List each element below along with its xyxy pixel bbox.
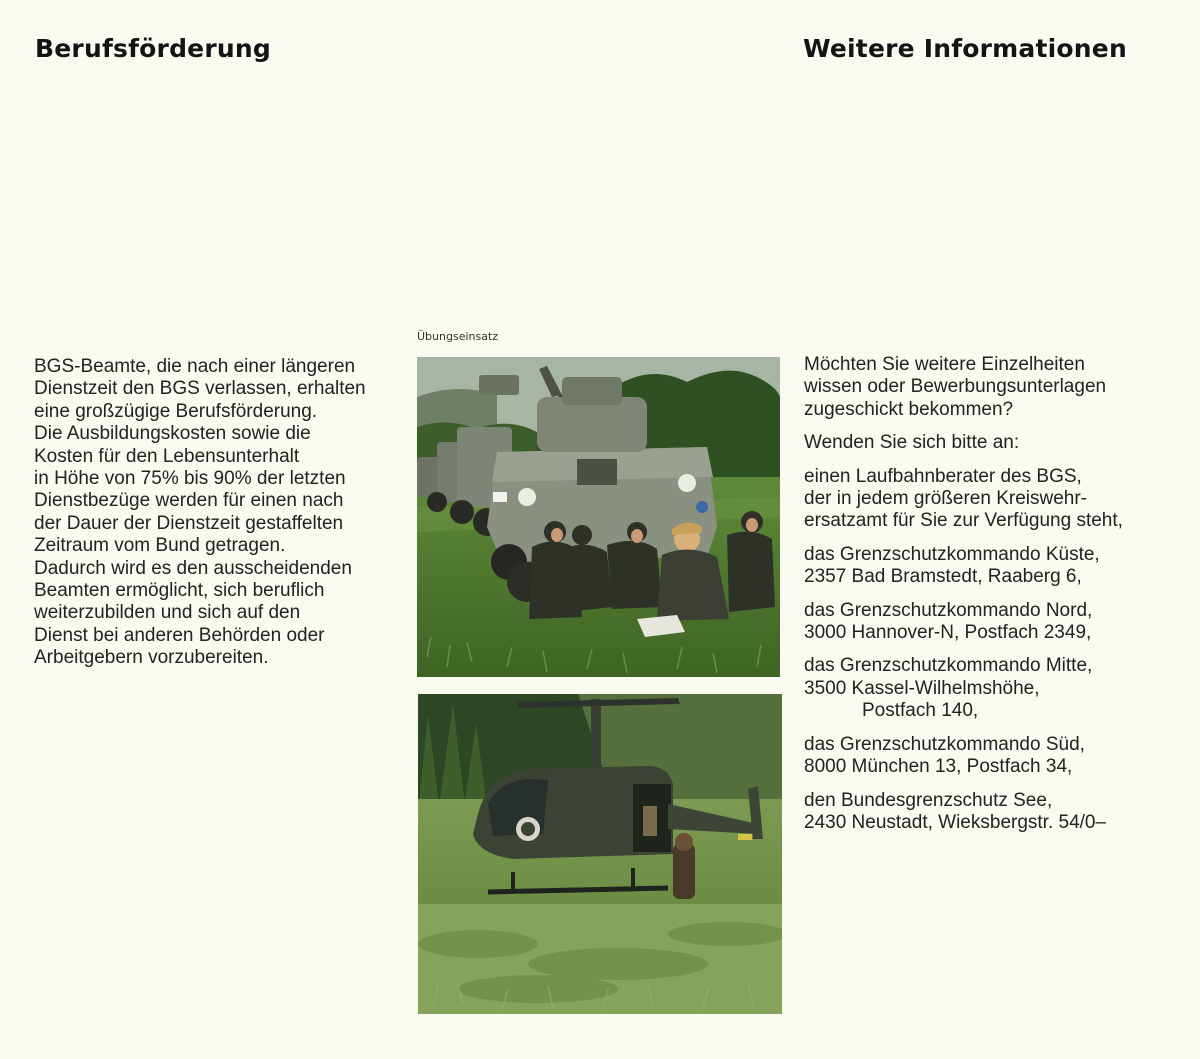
text-line: wissen oder Bewerbungsunterlagen [804, 376, 1107, 398]
text-line: in Höhe von 75% bis 90% der letzten [34, 468, 346, 490]
photo-caption: Übungseinsatz [417, 330, 499, 343]
text-line: weiterzubilden und sich auf den [34, 602, 301, 624]
text-line: Wenden Sie sich bitte an: [804, 432, 1020, 454]
text-line: ersatzamt für Sie zur Verfügung steht, [804, 510, 1123, 532]
text-line: Beamten ermöglicht, sich beruflich [34, 580, 325, 602]
weitere-informationen-text [804, 354, 1184, 845]
text-line: Dienstbezüge werden für einen nach [34, 490, 344, 512]
text-line: Dienst bei anderen Behörden oder [34, 624, 325, 646]
text-line: eine großzügige Berufsförderung. [34, 400, 318, 422]
text-line: 8000 München 13, Postfach 34, [804, 756, 1073, 778]
text-line: 2430 Neustadt, Wieksbergstr. 54/0– [804, 811, 1107, 833]
text-line: 2357 Bad Bramstedt, Raaberg 6, [804, 566, 1082, 588]
text-line: Postfach 140, [862, 700, 979, 722]
info-paragraph [804, 432, 1184, 454]
text-line: das Grenzschutzkommando Nord, [804, 599, 1093, 621]
armored-vehicle-photo [417, 357, 780, 677]
text-line: der Dauer der Dienstzeit gestaffelten [34, 512, 344, 534]
text-line: der in jedem größeren Kreiswehr- [804, 488, 1088, 510]
address-nord [804, 600, 1184, 645]
info-paragraph [804, 354, 1184, 421]
text-line: Möchten Sie weitere Einzelheiten [804, 354, 1085, 375]
text-line: das Grenzschutzkommando Mitte, [804, 655, 1093, 677]
text-line: Die Ausbildungskosten sowie die [34, 423, 311, 445]
address-see [804, 790, 1184, 835]
text-line: den Bundesgrenzschutz See, [804, 789, 1053, 811]
helicopter-photo [418, 694, 782, 1014]
text-line: BGS-Beamte, die nach einer längeren [34, 356, 356, 377]
berufsfoerderung-text [34, 356, 404, 670]
address-laufbahnberater [804, 466, 1184, 533]
text-line: das Grenzschutzkommando Süd, [804, 733, 1085, 755]
text-line: einen Laufbahnberater des BGS, [804, 465, 1082, 487]
address-sued [804, 734, 1184, 779]
text-line: Arbeitgebern vorzubereiten. [34, 647, 269, 669]
address-mitte [804, 655, 1184, 722]
address-kueste [804, 544, 1184, 589]
text-line: 3000 Hannover-N, Postfach 2349, [804, 622, 1092, 644]
text-line: 3500 Kassel-Wilhelmshöhe, [804, 677, 1040, 699]
text-line: zugeschickt bekommen? [804, 398, 1014, 420]
text-line: Kosten für den Lebensunterhalt [34, 445, 300, 467]
text-line: das Grenzschutzkommando Küste, [804, 543, 1100, 565]
section-heading-berufsfoerderung: Berufsförderung [35, 34, 271, 63]
text-line: Dadurch wird es den ausscheidenden [34, 557, 352, 579]
section-heading-weitere-informationen: Weitere Informationen [803, 34, 1127, 63]
text-line: Dienstzeit den BGS verlassen, erhalten [34, 378, 366, 400]
text-line: Zeitraum vom Bund getragen. [34, 535, 286, 557]
